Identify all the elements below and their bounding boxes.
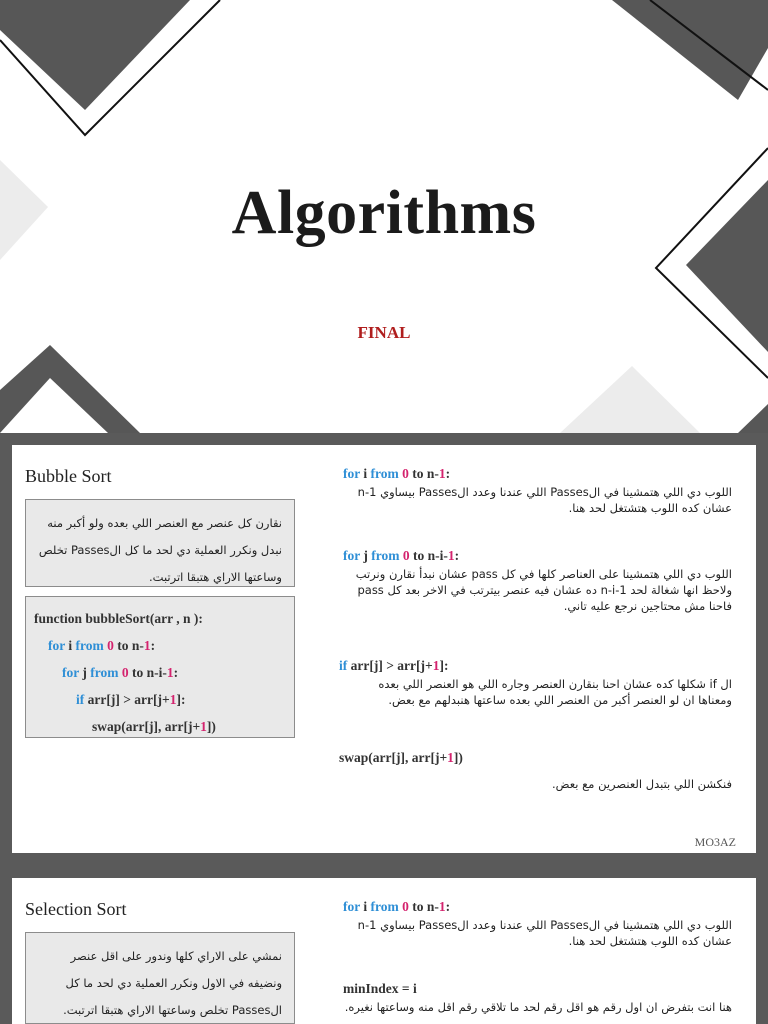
var: i	[363, 899, 368, 914]
slide-title: Bubble Sort	[25, 466, 112, 486]
expr: ]:	[439, 658, 449, 673]
colon: :	[173, 665, 179, 680]
keyword: from	[90, 665, 119, 680]
number: 0	[107, 638, 114, 653]
number: 1	[438, 466, 446, 481]
presentation-subtitle: FINAL	[357, 323, 411, 342]
expr: ])	[206, 719, 216, 734]
expr: swap(arr[j], arr[j+	[339, 750, 448, 765]
bubble-sort-slide	[12, 445, 756, 853]
number: 0	[402, 466, 409, 481]
code-line-loop-i	[48, 638, 155, 654]
expr: arr[j] > arr[j+	[350, 658, 433, 673]
explain-code-loop-i	[343, 466, 450, 482]
explanation-loop-i: اللوب دي اللي هتمشينا في الPasses اللي عندنا وعدد الPasses بيساوي n-1 عشان كده اللوب هتشتغل لحد هنا.	[357, 485, 732, 515]
keyword: from	[371, 548, 400, 563]
var: i	[363, 466, 368, 481]
slide-title: Selection Sort	[25, 899, 127, 919]
var: j	[363, 548, 368, 563]
colon: :	[150, 638, 156, 653]
number: 1	[143, 638, 151, 653]
expr: swap(arr[j], arr[j+	[92, 719, 201, 734]
keyword: for	[48, 638, 65, 653]
keyword: to	[413, 548, 425, 563]
explanation-swap: فنكشن اللي بتبدل العنصرين مع بعض.	[552, 777, 732, 791]
explanation-min-index: هنا انت بتفرض ان اول رقم هو اقل رقم لحد ما تلاقي رقم اقل منه وساعتها نغيره.	[344, 1000, 732, 1014]
explanation-if: ال if شكلها كده عشان احنا بنقارن العنصر وجاره اللي هو العنصر اللي بعده ومعناها ان لو العنصر أكبر من العنصر اللي بعده ساعتها هنبدلهم مع بعض.	[378, 677, 732, 707]
keyword: to	[412, 899, 424, 914]
expr: ]:	[176, 692, 186, 707]
pseudocode-box	[25, 596, 295, 738]
number: 0	[121, 665, 129, 680]
keyword: to	[117, 638, 129, 653]
keyword: for	[343, 899, 360, 914]
explain-code-loop-j	[343, 548, 459, 564]
explain-code-min-index: minIndex = i	[343, 981, 417, 996]
number: 1	[169, 692, 177, 707]
code-line-function: function bubbleSort(arr , n ):	[34, 611, 203, 626]
code-line-if	[76, 692, 185, 708]
expr: n-	[426, 899, 439, 914]
keyword: if	[76, 692, 85, 707]
explain-code-swap	[339, 750, 463, 766]
keyword: for	[62, 665, 79, 680]
number: 0	[402, 899, 409, 914]
number: 1	[432, 658, 440, 673]
explain-code-if	[339, 658, 448, 674]
colon: :	[445, 466, 451, 481]
keyword: if	[339, 658, 348, 673]
number: 1	[447, 750, 454, 765]
expr: n-i-	[146, 665, 167, 680]
keyword: from	[75, 638, 104, 653]
var: i	[68, 638, 73, 653]
keyword: for	[343, 466, 360, 481]
code-line-swap	[92, 719, 216, 735]
colon: :	[445, 899, 451, 914]
description-box: نقارن كل عنصر مع العنصر اللي بعده ولو أكبر منه نبدل ونكرر العملية دي لحد ما كل الPasses تخلص وساعتها الاراي هتبقا اترتبت.	[25, 499, 295, 587]
expr: arr[j] > arr[j+	[87, 692, 170, 707]
presentation-title: Algorithms	[231, 179, 537, 247]
expr: ])	[453, 750, 463, 765]
keyword: to	[132, 665, 144, 680]
explain-code-loop-i	[343, 899, 450, 915]
description-box: نمشي على الاراي كلها وندور على اقل عنصر ونضيفه في الاول ونكرر العملية دي لحد ما كل الPasses تخلص وساعتها الاراي هتبقا اترتبت.	[25, 932, 295, 1024]
expr: n-i-	[427, 548, 448, 563]
keyword: to	[412, 466, 424, 481]
explanation-loop-i: اللوب دي اللي هتمشينا في الPasses اللي عندنا وعدد الPasses بيساوي n-1 عشان كده اللوب هتشتغل لحد هنا.	[357, 918, 732, 948]
var: j	[82, 665, 87, 680]
colon: :	[454, 548, 460, 563]
explanation-loop-j: اللوب دي اللي هتمشينا على العناصر كلها في كل pass عشان نبدأ نقارن ونرتب ولاحظ انها شغالة لحد n-i-1 ده عشان فيه عنصر بيترتب في الاخر بعد كل pass فاحنا مش محتاجين نرجع عليه تاني.	[355, 567, 732, 613]
expr: n-	[131, 638, 144, 653]
number: 1	[447, 548, 455, 563]
number: 1	[166, 665, 174, 680]
keyword: from	[370, 899, 399, 914]
keyword: from	[370, 466, 399, 481]
number: 1	[200, 719, 207, 734]
number: 0	[402, 548, 410, 563]
keyword: for	[343, 548, 360, 563]
title-slide	[0, 0, 768, 433]
expr: n-	[426, 466, 439, 481]
selection-sort-slide	[12, 878, 756, 1024]
number: 1	[438, 899, 446, 914]
code-line-loop-j	[62, 665, 178, 681]
author-footer: MO3AZ	[694, 835, 736, 849]
